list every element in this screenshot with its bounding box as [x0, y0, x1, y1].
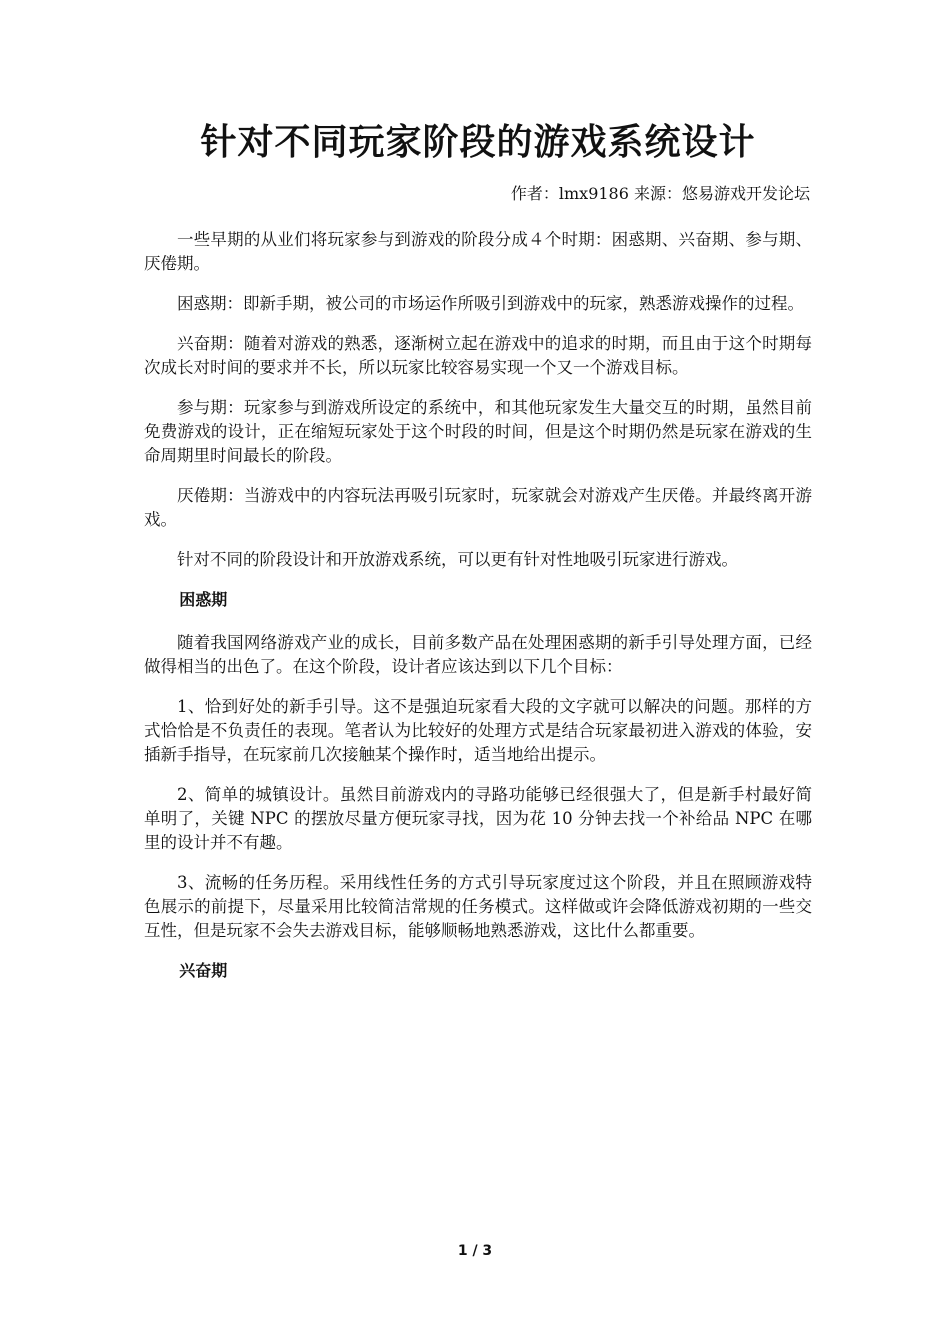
section-paragraph: 2、简单的城镇设计。虽然目前游戏内的寻路功能够已经很强大了，但是新手村最好简单明了，关键 NPC 的摆放尽量方便玩家寻找，因为花 10 分钟去找一个补给品 NPC 在哪里的设计并不有趣。 [144, 785, 812, 852]
section-heading-confusion: 困惑期 [179, 590, 228, 609]
section-heading-excitement: 兴奋期 [179, 961, 228, 980]
section-paragraph: 随着我国网络游戏产业的成长，目前多数产品在处理困惑期的新手引导处理方面，已经做得相当的出色了。在这个阶段，设计者应该达到以下几个目标： [144, 633, 812, 676]
section-paragraph: 3、流畅的任务历程。采用线性任务的方式引导玩家度过这个阶段，并且在照顾游戏特色展示的前提下，尽量采用比较简洁常规的任务模式。这样做或许会降低游戏初期的一些交互性，但是玩家不会失去游戏目标，能够顺畅地熟悉游戏，这比什么都重要。 [144, 873, 812, 940]
stage-confusion-paragraph: 困惑期：即新手期，被公司的市场运作所吸引到游戏中的玩家，熟悉游戏操作的过程。 [177, 294, 804, 313]
summary-paragraph: 针对不同的阶段设计和开放游戏系统，可以更有针对性地吸引玩家进行游戏。 [177, 550, 738, 569]
page-number: 1 / 3 [457, 1243, 493, 1259]
author-source-line: 作者：lmx9186 来源：悠易游戏开发论坛 [510, 184, 810, 203]
stage-excitement-paragraph: 兴奋期：随着对游戏的熟悉，逐渐树立起在游戏中的追求的时期，而且由于这个时期每次成长对时间的要求并不长，所以玩家比较容易实现一个又一个游戏目标。 [144, 334, 812, 377]
stage-participation-paragraph: 参与期：玩家参与到游戏所设定的系统中，和其他玩家发生大量交互的时期，虽然目前免费游戏的设计，正在缩短玩家处于这个时段的时间，但是这个时期仍然是玩家在游戏的生命周期里时间最长的阶段。 [144, 398, 812, 465]
section-paragraph: 1、恰到好处的新手引导。这不是强迫玩家看大段的文字就可以解决的问题。那样的方式恰恰是不负责任的表现。笔者认为比较好的处理方式是结合玩家最初进入游戏的体验，安插新手指导，在玩家前几次接触某个操作时，适当地给出提示。 [144, 697, 812, 764]
intro-paragraph: 一些早期的从业们将玩家参与到游戏的阶段分成４个时期：困惑期、兴奋期、参与期、厌倦期。 [144, 230, 812, 273]
stage-boredom-paragraph: 厌倦期：当游戏中的内容玩法再吸引玩家时，玩家就会对游戏产生厌倦。并最终离开游戏。 [144, 486, 812, 529]
document-body [144, 228, 812, 983]
document-title: 针对不同玩家阶段的游戏系统设计 [200, 122, 756, 163]
